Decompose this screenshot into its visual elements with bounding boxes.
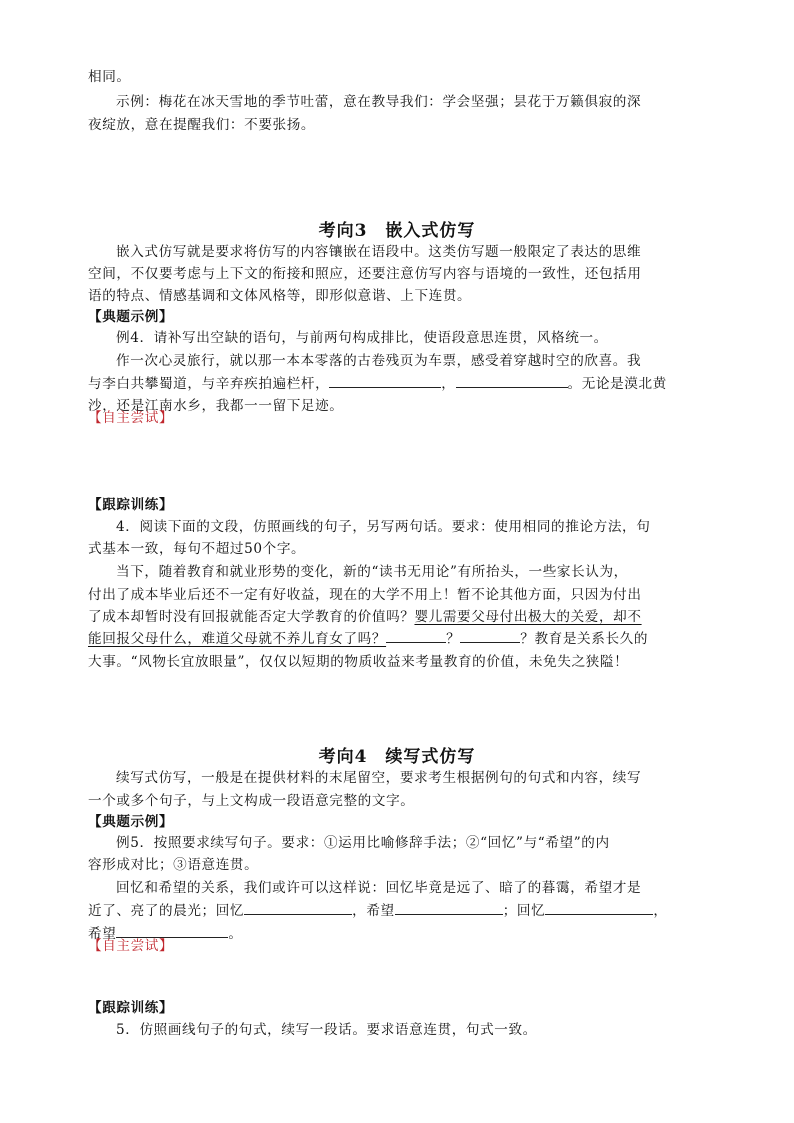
section3-desc-3: 语的特点、情感基调和文体风格等，即形似意谐、上下连贯。 (88, 288, 472, 304)
example5-text-2c: ；回忆 (502, 903, 546, 919)
answer-blank[interactable] (545, 900, 653, 915)
example4-text-1: 作一次心灵旅行，就以那一本本零落的古卷残页为车票，感受着穿越时空的欣喜。我 (116, 353, 642, 369)
intro-example-line-2: 夜绽放，意在提醒我们：不要张扬。 (88, 117, 316, 133)
question4-line-2: 式基本一致，每句不超过50个字。 (88, 541, 306, 557)
question4-line-6 (88, 628, 710, 651)
section3-example-label: 【典题示例】 (88, 309, 174, 325)
section3-title: 考向3 嵌入式仿写 (318, 221, 476, 241)
example5-text-2b: ，希望 (352, 903, 395, 919)
question4-line-5a: 了成本却暂时没有回报就能否定大学教育的价值吗？ (88, 609, 415, 625)
question4-line-7: 大事。“风物长宜放眼量”，仅仅以短期的物质收益来考量教育的价值，未免失之狭隘！ (88, 654, 629, 670)
section3-self-try: 【自主尝试】 (88, 410, 174, 426)
section4-desc-2: 一个或多个句子，与上文构成一段语意完整的文字。 (88, 793, 415, 809)
intro-example-line-1: 示例：梅花在冰天雪地的季节吐蕾，意在教导我们：学会坚强；昙花于万籁俱寂的深 (116, 94, 642, 110)
section4-title: 考向4 续写式仿写 (318, 747, 476, 767)
example5-text-2d: ， (653, 903, 668, 919)
question4-line-5 (88, 606, 710, 629)
answer-blank[interactable] (244, 900, 352, 915)
example5-text-3a: 希望 (88, 926, 117, 942)
example5-prompt-1: 例5．按照要求续写句子。要求：①运用比喻修辞手法；②“回忆”与“希望”的内 (116, 835, 610, 851)
section3-desc-2: 空间，不仅要考虑与上下文的衔接和照应，还要注意仿写内容与语境的一致性，还包括用 (88, 266, 642, 282)
example5-text-2a: 近了、亮了的晨光；回忆 (88, 903, 245, 919)
question4-line-6b: ？ (446, 631, 461, 647)
section4-example-label: 【典题示例】 (88, 814, 174, 830)
answer-blank[interactable] (395, 900, 503, 915)
section3-desc-1: 嵌入式仿写就是要求将仿写的内容镶嵌在语段中。这类仿写题一般限定了表达的思维 (116, 244, 642, 260)
example4-text-2b: ， (441, 376, 456, 392)
question4-line-6c: ？教育是关系长久的 (520, 631, 649, 647)
question4-line-1: 4．阅读下面的文段，仿照画线的句子，另写两句话。要求：使用相同的推论方法，句 (116, 519, 651, 535)
example4-prompt: 例4．请补写出空缺的语句，与前两句构成排比，使语段意思连贯，风格统一。 (116, 330, 608, 346)
example4-text-3: 沙，还是江南水乡，我都一一留下足迹。 (88, 398, 344, 414)
example5-prompt-2: 容形成对比；③语意连贯。 (88, 857, 259, 873)
example4-text-2c: 。无论是漠北黄 (567, 376, 667, 392)
answer-blank[interactable] (460, 628, 520, 643)
underlined-sentence: 婴儿需要父母付出极大的关爱，却不 (414, 609, 642, 625)
example4-text-2a: 与李白共攀蜀道，与辛弃疾拍遍栏杆， (88, 376, 330, 392)
section3-track-label: 【跟踪训练】 (88, 497, 174, 513)
example5-text-2 (88, 900, 710, 923)
example5-text-3b: 。 (228, 926, 243, 942)
question4-line-4: 付出了成本毕业后还不一定有好收益，现在的大学不用上！暂不论其他方面，只因为付出 (88, 587, 642, 603)
question5-line-1: 5．仿照画线句子的句式，续写一段话。要求语意连贯，句式一致。 (116, 1022, 537, 1038)
answer-blank[interactable] (456, 373, 568, 388)
underlined-sentence-end: 能回报父母什么，难道父母就不养儿育女了吗？ (88, 631, 387, 647)
section4-desc-1: 续写式仿写，一般是在提供材料的末尾留空，要求考生根据例句的句式和内容，续写 (116, 770, 642, 786)
question4-line-3: 当下，随着教育和就业形势的变化，新的“读书无用论”有所抬头，一些家长认为， (116, 564, 628, 580)
example5-text-1: 回忆和希望的关系，我们或许可以这样说：回忆毕竟是远了、暗了的暮霭，希望才是 (116, 880, 642, 896)
section4-track-label: 【跟踪训练】 (88, 1000, 174, 1016)
section4-self-try: 【自主尝试】 (88, 938, 174, 954)
intro-line-1: 相同。 (88, 69, 131, 85)
example4-text-2 (88, 373, 710, 396)
answer-blank[interactable] (329, 373, 441, 388)
answer-blank[interactable] (386, 628, 446, 643)
